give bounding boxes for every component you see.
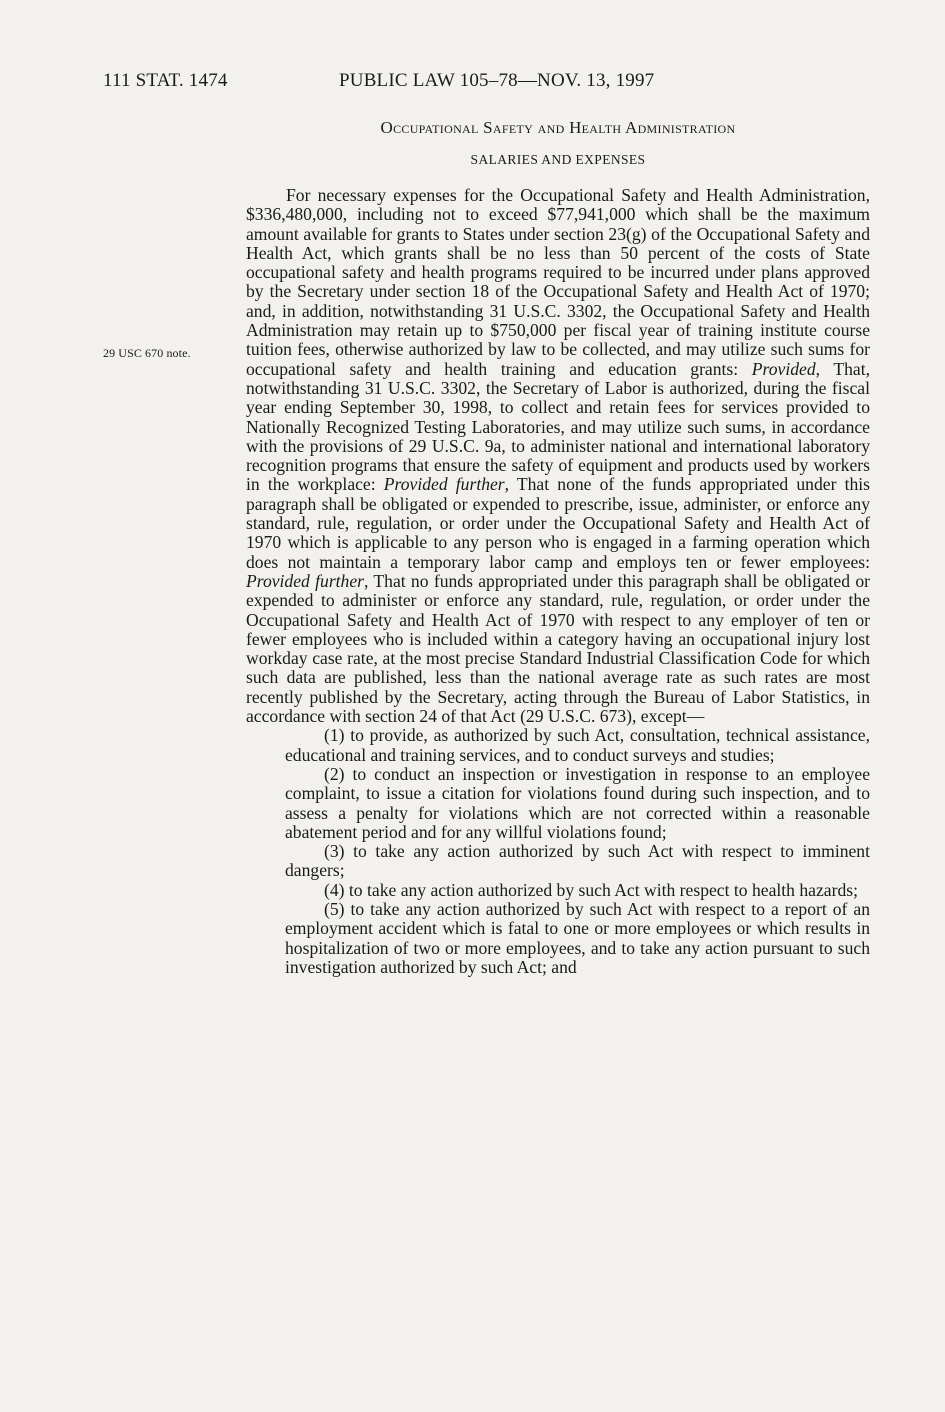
paragraph-text-part-2: , That, notwithstanding 31 U.S.C. 3302, the Secretary of Labor is authorized, during the fiscal year ending September 30, 1998, to collect and retain fees for services provided to Nationally Recognized Testing Laboratories, and may utilize such sums, in accordance with the provisions of 29 U.S.C. 9a, to administer national and international laboratory recognition programs that ensure the safety of equipment and products used by workers in the workplace: [246, 358, 870, 495]
statute-body [246, 186, 870, 977]
main-paragraph [246, 186, 870, 726]
stat-citation: 111 STAT. 1474 [103, 70, 228, 91]
list-item: (5) to take any action authorized by such Act with respect to a report of an employment accident which is fatal to one or more employees or which results in hospitalization of two or more employees, and to take any action pursuant to such investigation authorized by such Act; and [285, 898, 870, 977]
agency-heading: Occupational Safety and Health Administration [380, 118, 736, 137]
list-item: (3) to take any action authorized by such Act with respect to imminent dangers; [285, 841, 870, 881]
list-item: (2) to conduct an inspection or investigation in response to an employee complaint, to issue a citation for violations found during such inspection, and to assess a penalty for violations which are not corrected within a reasonable abatement period and for any willful violations found; [285, 763, 870, 842]
margin-note: 29 USC 670 note. [103, 346, 191, 360]
law-title: PUBLIC LAW 105–78—NOV. 13, 1997 [339, 70, 655, 91]
paragraph-text-part-1: For necessary expenses for the Occupational Safety and Health Administration, $336,480,000, including not to exceed $77,941,000 which shall be the maximum amount available for grants to States under section 23(g) of the Occupational Safety and Health Act, which grants shall be no less than 50 percent of the costs of State occupational safety and health programs required to be incurred under plans approved by the Secretary under section 18 of the Occupational Safety and Health Act of 1970; and, in addition, notwithstanding 31 U.S.C. 3302, the Occupational Safety and Health Administration may retain up to $750,000 per fiscal year of training institute course tuition fees, otherwise authorized by law to be collected, and may utilize such sums for occupational safety and health training and education grants: [246, 185, 870, 379]
proviso-label: Provided further [383, 474, 505, 495]
paragraph-text-part-4: , That no funds appropriated under this paragraph shall be obligated or expended to administer or enforce any standard, rule, regulation, or order under the Occupational Safety and Health Act of 1970 with respect to any employer of ten or fewer employees who is included within a category having an occupational injury lost workday case rate, at the most precise Standard Industrial Classification Code for which such data are published, less than the national average rate as such rates are most recently published by the Secretary, acting through the Bureau of Labor Statistics, in accordance with section 24 of that Act (29 U.S.C. 673), except— [246, 570, 870, 727]
running-head [103, 70, 863, 96]
proviso-label: Provided [751, 358, 816, 379]
list-item: (4) to take any action authorized by such Act with respect to health hazards; [324, 879, 858, 900]
section-subheading: SALARIES AND EXPENSES [470, 152, 646, 167]
proviso-label: Provided further [246, 570, 365, 591]
list-item: (1) to provide, as authorized by such Act, consultation, technical assistance, educational and training services, and to conduct surveys and studies; [285, 725, 870, 765]
paragraph-text-part-3: , That none of the funds appropriated under this paragraph shall be obligated or expended to prescribe, issue, administer, or enforce any standard, rule, regulation, or order under the Occupational Safety and Health Act of 1970 which is applicable to any person who is engaged in a farming operation which does not maintain a temporary labor camp and employs ten or fewer employees: [246, 474, 870, 572]
